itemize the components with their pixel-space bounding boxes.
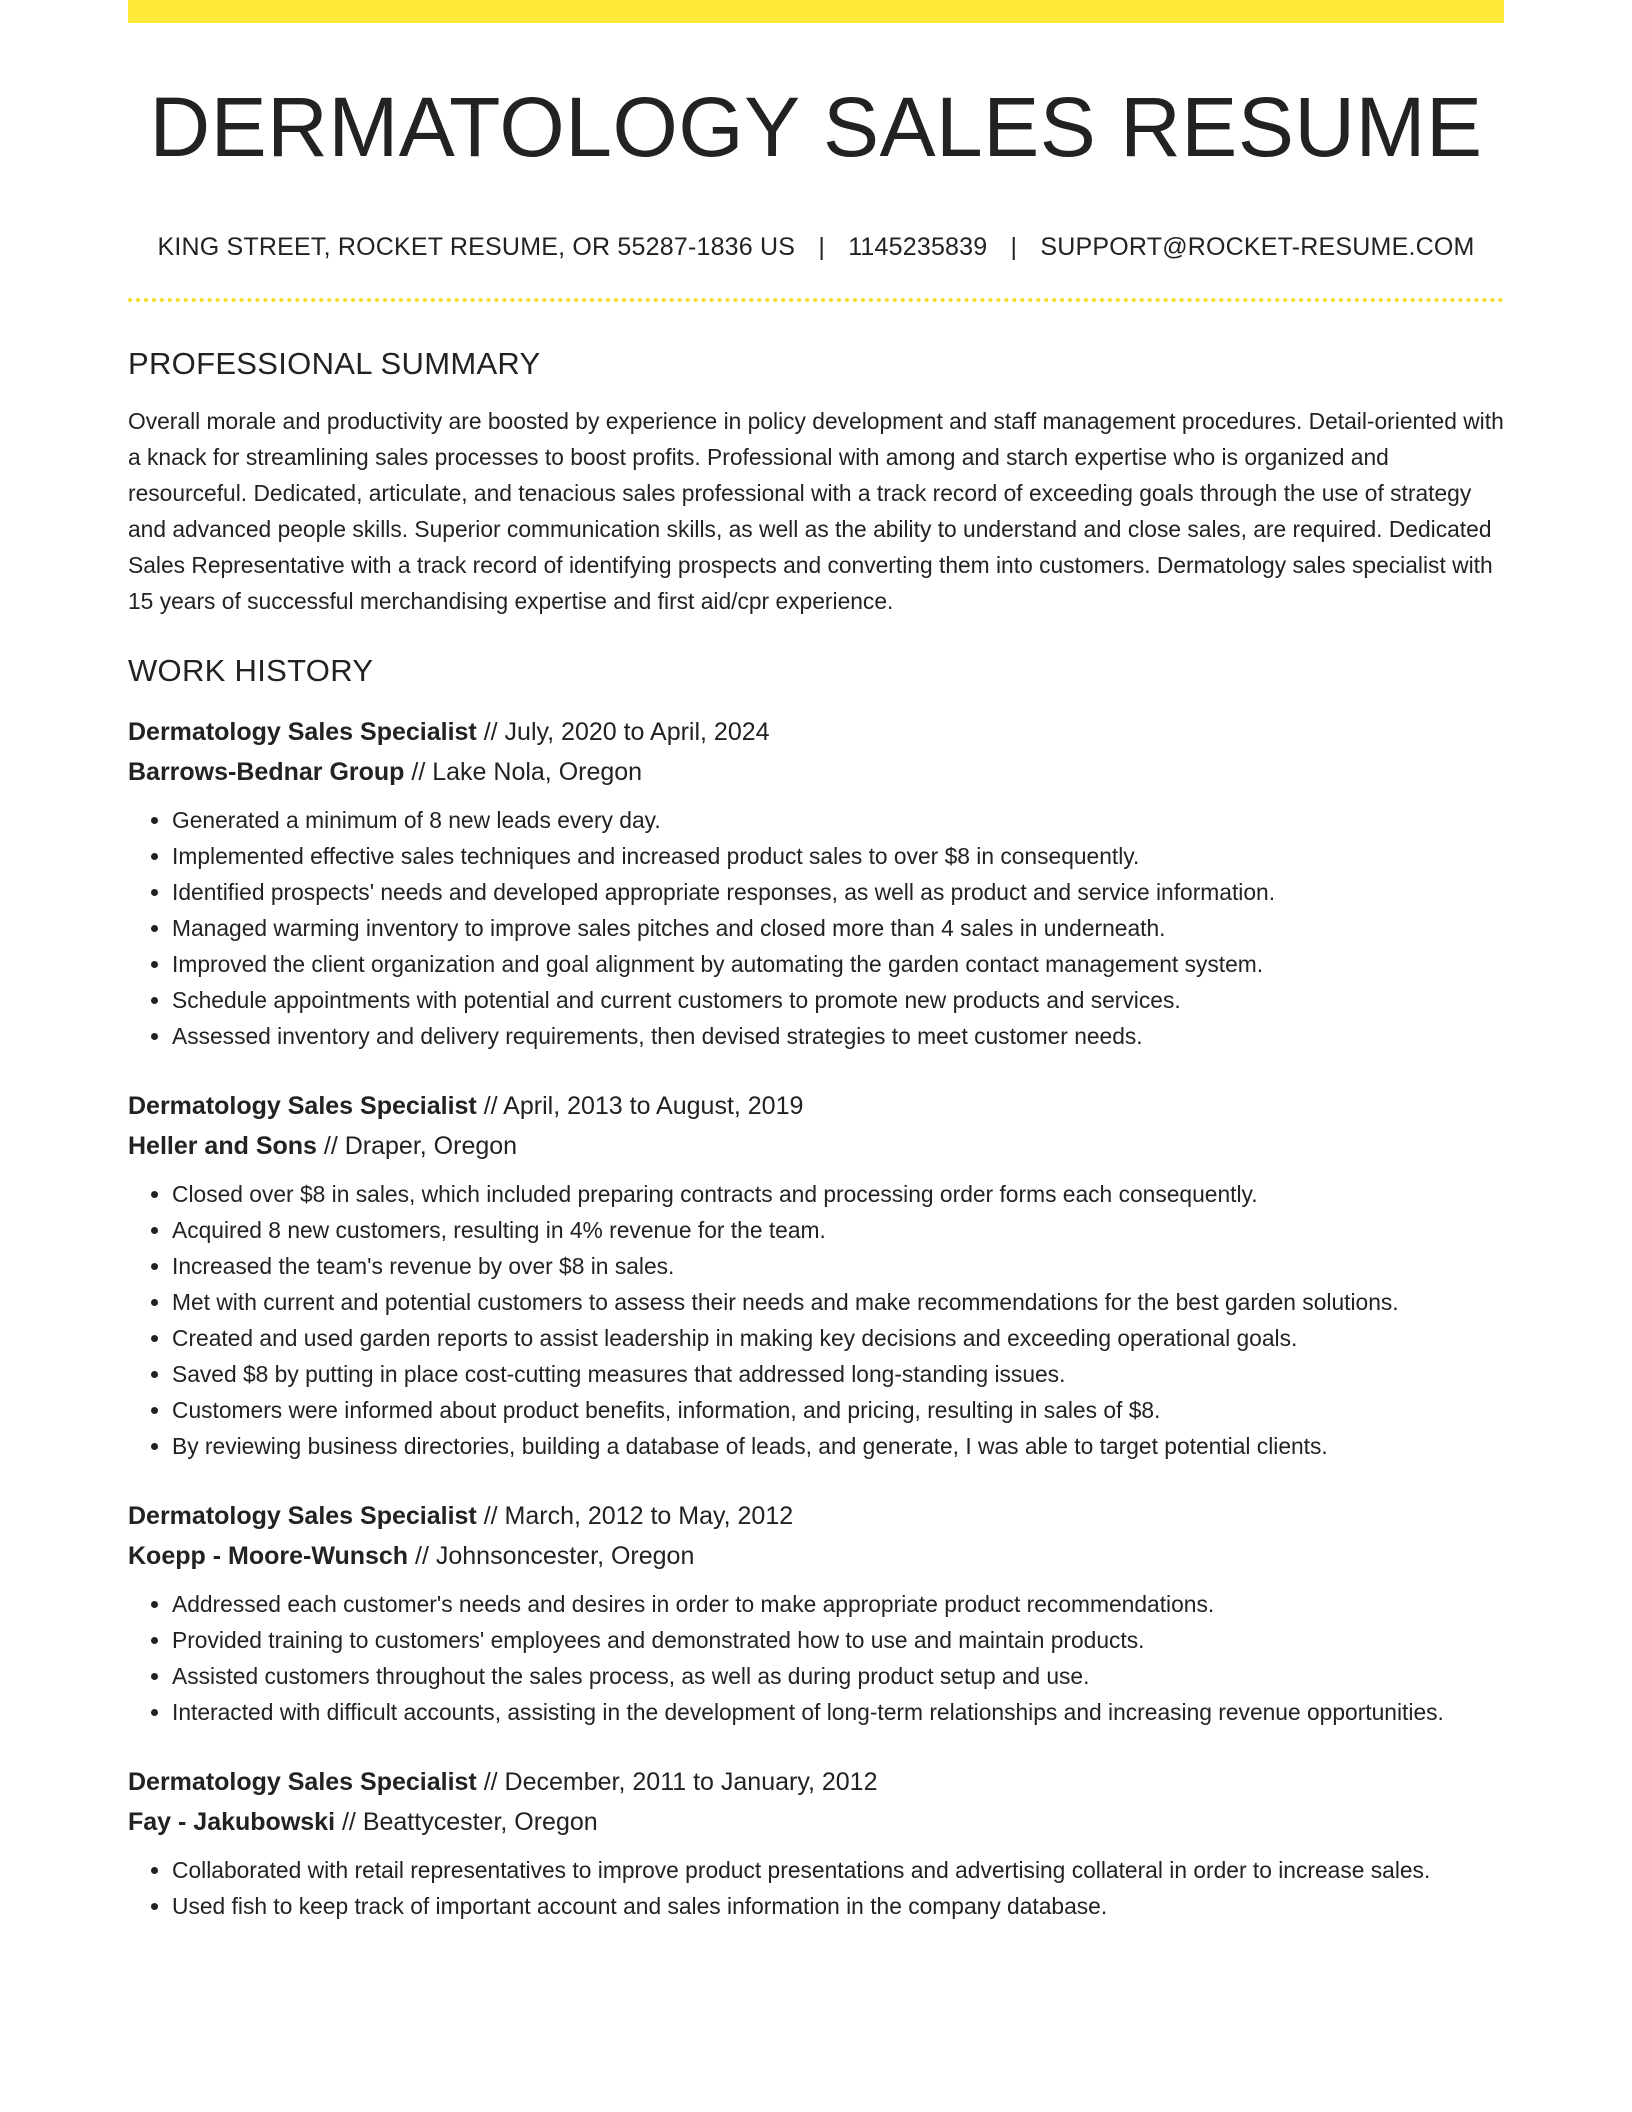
job-bullet: • Used fish to keep track of important account and sales information in the company database. bbox=[172, 1888, 1504, 1924]
job-bullet: • Improved the client organization and goal alignment by automating the garden contact management system. bbox=[172, 946, 1504, 982]
job-bullet: • Identified prospects' needs and developed appropriate responses, as well as product and service information. bbox=[172, 874, 1504, 910]
contact-email: SUPPORT@ROCKET-RESUME.COM bbox=[1040, 233, 1475, 261]
job-location: // Draper, Oregon bbox=[323, 1132, 518, 1160]
job-bullets bbox=[128, 1176, 1504, 1464]
job-title: Dermatology Sales Specialist bbox=[128, 1768, 477, 1796]
job-bullet: • Customers were informed about product benefits, information, and pricing, resulting in sales of $8. bbox=[172, 1392, 1504, 1428]
job-location: // Lake Nola, Oregon bbox=[411, 758, 643, 786]
job-location: // Johnsoncester, Oregon bbox=[415, 1542, 695, 1570]
job-bullet: • Provided training to customers' employees and demonstrated how to use and maintain products. bbox=[172, 1622, 1504, 1658]
job-bullet: • Assisted customers throughout the sales process, as well as during product setup and use. bbox=[172, 1658, 1504, 1694]
contact-separator: | bbox=[1010, 233, 1018, 261]
job-bullet: • By reviewing business directories, building a database of leads, and generate, I was able to target potential clients. bbox=[172, 1428, 1504, 1464]
job-bullet: • Addressed each customer's needs and desires in order to make appropriate product recommendations. bbox=[172, 1586, 1504, 1622]
job-bullets bbox=[128, 802, 1504, 1054]
page-title: DERMATOLOGY SALES RESUME bbox=[149, 80, 1483, 174]
job-entry bbox=[128, 712, 1504, 1054]
job-bullets bbox=[128, 1852, 1504, 1924]
contact-address: KING STREET, ROCKET RESUME, OR 55287-1836 US bbox=[157, 233, 796, 261]
resume-page bbox=[128, 0, 1504, 2112]
summary-heading: PROFESSIONAL SUMMARY bbox=[128, 346, 541, 381]
job-bullet: • Generated a minimum of 8 new leads every day. bbox=[172, 802, 1504, 838]
job-bullet: • Saved $8 by putting in place cost-cutting measures that addressed long-standing issues. bbox=[172, 1356, 1504, 1392]
job-title-line bbox=[128, 712, 1504, 752]
job-company: Heller and Sons bbox=[128, 1132, 317, 1160]
job-entry bbox=[128, 1086, 1504, 1464]
job-bullet: • Interacted with difficult accounts, assisting in the development of long-term relationships and increasing revenue opportunities. bbox=[172, 1694, 1504, 1730]
job-entry bbox=[128, 1762, 1504, 1924]
job-title-line bbox=[128, 1496, 1504, 1536]
job-bullet: • Closed over $8 in sales, which included preparing contracts and processing order forms each consequently. bbox=[172, 1176, 1504, 1212]
job-title-line bbox=[128, 1762, 1504, 1802]
job-bullet: • Managed warming inventory to improve sales pitches and closed more than 4 sales in underneath. bbox=[172, 910, 1504, 946]
dotted-divider bbox=[128, 298, 1504, 302]
job-title: Dermatology Sales Specialist bbox=[128, 718, 477, 746]
summary-text: Overall morale and productivity are boosted by experience in policy development and staff management procedures. Detail-oriented with a knack for streamlining sales processes to boost profits. Professional with among and starch expertise who is organized and resourceful. Dedicated, articulate, and tenacious sales professional with a track record of exceeding goals through the use of strategy and advanced people skills. Superior communication skills, as well as the ability to understand and close sales, are required. Dedicated Sales Representative with a track record of identifying prospects and converting them into customers. Dermatology sales specialist with 15 years of successful merchandising expertise and first aid/cpr experience. bbox=[128, 408, 1504, 614]
job-company-line bbox=[128, 1126, 1504, 1166]
job-dates: // April, 2013 to August, 2019 bbox=[483, 1092, 804, 1120]
job-company: Fay - Jakubowski bbox=[128, 1808, 336, 1836]
job-title: Dermatology Sales Specialist bbox=[128, 1502, 477, 1530]
work-history-heading: WORK HISTORY bbox=[128, 653, 374, 688]
job-bullet: • Met with current and potential customers to assess their needs and make recommendations for the best garden solutions. bbox=[172, 1284, 1504, 1320]
job-bullet: • Collaborated with retail representatives to improve product presentations and advertising collateral in order to increase sales. bbox=[172, 1852, 1504, 1888]
job-title-line bbox=[128, 1086, 1504, 1126]
contact-phone: 1145235839 bbox=[848, 233, 988, 261]
job-bullet: • Created and used garden reports to assist leadership in making key decisions and exceeding operational goals. bbox=[172, 1320, 1504, 1356]
job-dates: // July, 2020 to April, 2024 bbox=[483, 718, 770, 746]
job-bullet: • Implemented effective sales techniques and increased product sales to over $8 in consequently. bbox=[172, 838, 1504, 874]
job-company: Barrows-Bednar Group bbox=[128, 758, 405, 786]
job-bullets bbox=[128, 1586, 1504, 1730]
job-bullet: • Increased the team's revenue by over $8 in sales. bbox=[172, 1248, 1504, 1284]
job-title: Dermatology Sales Specialist bbox=[128, 1092, 477, 1120]
job-company-line bbox=[128, 1536, 1504, 1576]
contact-line bbox=[128, 235, 1504, 260]
job-company-line bbox=[128, 1802, 1504, 1842]
contact-separator: | bbox=[818, 233, 826, 261]
job-dates: // March, 2012 to May, 2012 bbox=[483, 1502, 794, 1530]
job-entry bbox=[128, 1496, 1504, 1730]
job-bullet: • Schedule appointments with potential and current customers to promote new products and services. bbox=[172, 982, 1504, 1018]
job-company: Koepp - Moore-Wunsch bbox=[128, 1542, 409, 1570]
work-history-list bbox=[128, 712, 1504, 1924]
job-bullet: • Acquired 8 new customers, resulting in 4% revenue for the team. bbox=[172, 1212, 1504, 1248]
job-dates: // December, 2011 to January, 2012 bbox=[483, 1768, 878, 1796]
job-company-line bbox=[128, 752, 1504, 792]
job-bullet: • Assessed inventory and delivery requirements, then devised strategies to meet customer needs. bbox=[172, 1018, 1504, 1054]
accent-top-bar bbox=[128, 0, 1504, 23]
job-location: // Beattycester, Oregon bbox=[341, 1808, 598, 1836]
